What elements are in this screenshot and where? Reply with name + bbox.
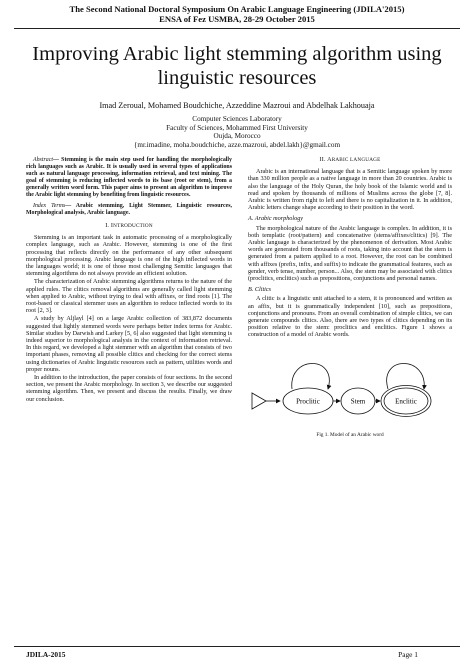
section-title-rest: RABIC LANGUAGE [331,157,381,163]
morphology-paragraph: The morphological nature of the Arabic language is complex. In addition, it is both templatic (root/pattern) and concatenative (stems/affixes/clitics) [9]. The Arabic language is characterized by the phenomenon of derivation. Most Arabic words are generated from thousands of roots, taking into account that the stem is generated from a pattern applied to a root. However, the root can be combined with affixes (prefix, infix, and suffix) to indicate the grammatical features, such as gender, verb tense, number, person... Also, the stem may be associated with clitics (proclitics, enclitics) such as prepositions, conjunctions and personal names. [248,224,452,283]
conference-header-line2: ENSA of Fez USMBA, 28-29 October 2015 [159,14,315,24]
index-terms [26,203,232,217]
proclitic-label: Proclitic [296,397,320,406]
paper-title: Improving Arabic light stemming algorithm using linguistic resources [32,43,442,89]
intro-paragraph-4: In addition to the introduction, the paper consists of four sections. In the second section, we present the Arabic morphology. In section 3, we describe our suggested stemming algorithm. Then, we present and discuss the results. Finally, we draw our conclusion. [26,374,232,403]
right-column [248,157,452,437]
author-list: Imad Zeroual, Mohamed Boudchiche, Azzeddine Mazroui and Abdelhak Lakhouaja [99,101,375,110]
section-title-rest: NTRODUCTION [113,223,153,229]
figure-arabic-word-model [248,345,452,437]
abstract [26,157,232,199]
subsection-heading-morphology: A. Arabic morphology [248,215,304,223]
footer-divider [14,646,460,647]
start-arrow [252,393,266,409]
intro-paragraph-1: Stemming is an important task in automatic processing of a morphologically complex language, such as Arabic. However, stemming is one of the first processing that reflects directly on the performance of any other subsequent morphological processing. Arabic language is one of the high inflected words in the languages world; it is one of those most challenging Semitic languages that stemming algorithms do not always provide an efficient solution. [26,234,232,278]
index-terms-label: Index Terms [33,203,66,209]
intro-paragraph-3: A study by Aljlayl [4] on a large Arabic collection of 383,872 documents suggested that lightly stemmed words were perhaps better index terms for Arabic. Similar studies by Darwish and Larkey [5, 6] also suggested that light stemming is indeed superior to morphological analysis in the context of information retrieval. In this regard, we developed a light stemmer with an algorithm that consists of two important phases, removing all possible clitics and checking for the correct stems using dictionaries of Arabic linguistic resources such as pattern, utilities words and proper nouns. [26,315,232,373]
automaton-diagram [248,345,452,431]
header-divider [14,28,460,29]
index-terms-text: — Arabic stemming, Light Stemmer, Linguistic resources, Morphological analysis, Arabic language. [26,203,232,216]
affiliation-city: Oujda, Morocco [213,132,261,141]
affiliation-faculty: Faculty of Sciences, Mohammed First University [166,123,308,132]
stem-label: Stem [350,397,366,406]
section-initial: I [110,223,114,229]
section-numeral: I. [105,223,110,229]
section-heading-arabic-language [248,157,452,164]
left-column [26,157,232,404]
arabic-language-paragraph: Arabic is an international language that is a Semitic language spoken by more than 330 million people as a native language in more than 20 countries. Arabic is also the language of the Holy Quran, the holy book of the Islamic world and is read and spoken by thousands of millions of Muslims across the globe [7, 8]. Arabic is written from right to left and there is no capitalization in it. In addition, Arabic letters change shape according to their position in the word. [248,168,452,212]
section-initial: A [327,157,332,163]
author-emails[interactable]: {mr.imadine, moha.boudchiche, azze.mazroui, abdel.lakh}@gmail.com [133,141,341,150]
conference-header-line1: The Second National Doctoral Symposium On Arabic Language Engineering (JDILA'2015) [69,4,405,14]
enclitic-label: Enclitic [395,397,417,406]
section-heading-introduction [26,223,232,230]
footer-venue: JDILA-2015 [26,650,66,659]
abstract-text: — Stemming is the main step used for handling the morphologically rich languages such as Arabic. It is usually used in several types of applications such as natural language processing, information retrieval, and text mining. The goal of stemming is reducing inflected words to its base (root or stem), from a generally written word form. This paper aims to present an algorithm to improve the Arabic light stemming by benefiting from linguistic resources. [26,157,232,198]
abstract-label: Abstract [33,157,53,163]
subsection-heading-clitics: B. Clitics [248,286,272,294]
affiliation-block [10,115,464,150]
affiliation-lab: Computer Sciences Laboratory [192,115,282,123]
intro-paragraph-2: The characterization of Arabic stemming algorithms returns to the nature of the applied rules. The clitics removal algorithms are generally called light stemming when applied to Arabic, without trying to deal with affixes, or find roots [1]. The root-based or classical stemmer uses an algorithm to reduce inflected words to its root [2, 3]. [26,278,232,315]
proclitic-self-loop [292,363,330,389]
figure-caption: Fig 1. Model of an Arabic word [316,431,384,438]
section-numeral: II. [319,157,326,163]
footer-page-number: Page 1 [398,650,418,659]
clitics-paragraph: A clitic is a linguistic unit attached to a stem, it is pronounced and written as an affix, but it is grammatically independent [10], such as prepositions, conjunctions and pronouns. From an overall combination of simple clitics, we can generate compounds clitics. Also, there are two types of clitics depending on its position relative to the stem: proclitics and enclitics. Figure 1 shows a construction of a model of Arabic words. [248,295,452,339]
